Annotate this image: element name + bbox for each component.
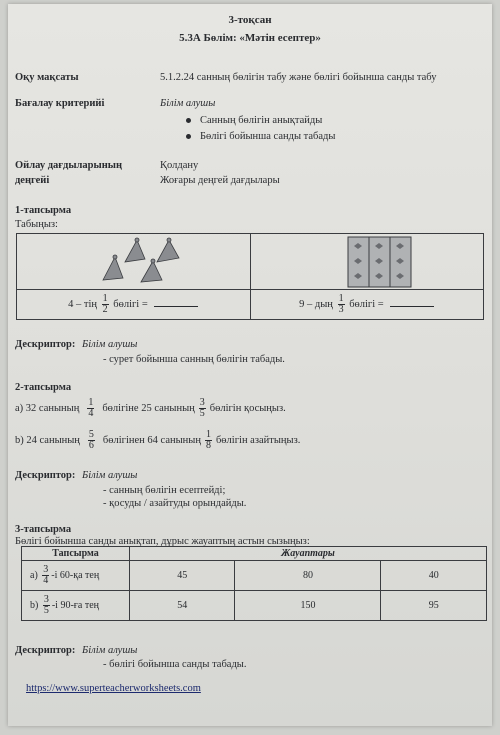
col-answers-header: Жауаптары [130,547,487,561]
goal-value: 5.1.2.24 санның бөлігін табу және бөлігі бойынша санды табу [160,72,437,83]
descriptor-1: Дескриптор: Білім алушы [15,339,138,350]
criteria-item: Бөлігі бойынша санды табады [186,131,335,142]
task3-table [21,546,487,621]
task1-right-expression: 9 – дың $\frac{1}{3}$ бөлігі = [250,290,484,320]
answer-option[interactable]: 40 [381,561,487,591]
task2-b: b) 24 санының $\frac{5}{6}$ бөлігінен 64 санының $\frac{1}{8}$ бөлігін азайтыңыз. [15,428,301,451]
task3-title: 3-тапсырма [15,524,72,535]
answer-option[interactable]: 45 [130,561,235,591]
hats-picture-cell [17,234,251,290]
task3-instruction: Бөлігі бойынша санды анықтап, дұрыс жауаптың астын сызыңыз: [15,536,310,547]
criteria-title: Білім алушы [160,98,216,109]
skills-label: Ойлау дағдыларының [15,160,123,171]
leaf-icon [251,234,485,288]
worksheet-page [8,4,492,726]
descriptor-1-item: - сурет бойынша санның бөлігін табады. [103,354,285,365]
task1-table [16,233,484,320]
task3-row-task: а) $\frac{3}{4}$ -і 60-қа тең [22,561,130,591]
descriptor-2-item: - қосуды / азайтуды орындайды. [103,498,247,509]
task1-left-expression: 4 – тің $\frac{1}{2}$ бөлігі = [17,290,251,320]
descriptor-2: Дескриптор: Білім алушы [15,470,138,481]
task2-a: а) 32 санының $\frac{1}{4}$ бөлігіне 25 санының $\frac{3}{5}$ бөлігін қосыңыз. [15,396,286,419]
task1-title: 1-тапсырма [15,205,72,216]
descriptor-3-item: - бөлігі бойынша санды табады. [103,659,247,670]
table-row [22,561,487,591]
criteria-label: Бағалау критерийі [15,98,105,109]
fraction: $\frac{1}{2}$ [102,293,108,315]
answer-option[interactable]: 54 [130,591,235,621]
answer-blank[interactable] [390,306,434,307]
fraction: $\frac{1}{3}$ [338,293,344,315]
answer-blank[interactable] [154,306,198,307]
goal-label: Оқу мақсаты [15,72,79,83]
section-title: 5.3А Бөлім: «Мәтін есептер» [179,32,321,44]
skills-value-1: Қолдану [160,160,199,171]
answer-option[interactable]: 80 [235,561,381,591]
skills-label-2: деңгейі [15,175,50,186]
party-hat-icon [17,234,247,288]
bullet-icon [186,134,191,139]
bullet-icon [186,118,191,123]
task1-instruction: Табыңыз: [15,219,58,230]
descriptor-3: Дескриптор: Білім алушы [15,645,138,656]
answer-option[interactable]: 95 [381,591,487,621]
quarter-title: 3-тоқсан [228,14,272,26]
descriptor-2-item: - санның бөлігін есептейді; [103,485,226,496]
source-link[interactable]: https://www.superteacherworksheets.com [26,683,201,694]
task3-row-task: b) $\frac{3}{5}$ -і 90-ға тең [22,591,130,621]
answer-option[interactable]: 150 [235,591,381,621]
criteria-item: Санның бөлігін анықтайды [186,115,322,126]
task2-title: 2-тапсырма [15,382,72,393]
leaves-picture-cell [250,234,484,290]
col-task-header: Тапсырма [22,547,130,561]
table-row [22,591,487,621]
skills-value-2: Жоғары деңгей дағдылары [160,175,280,186]
